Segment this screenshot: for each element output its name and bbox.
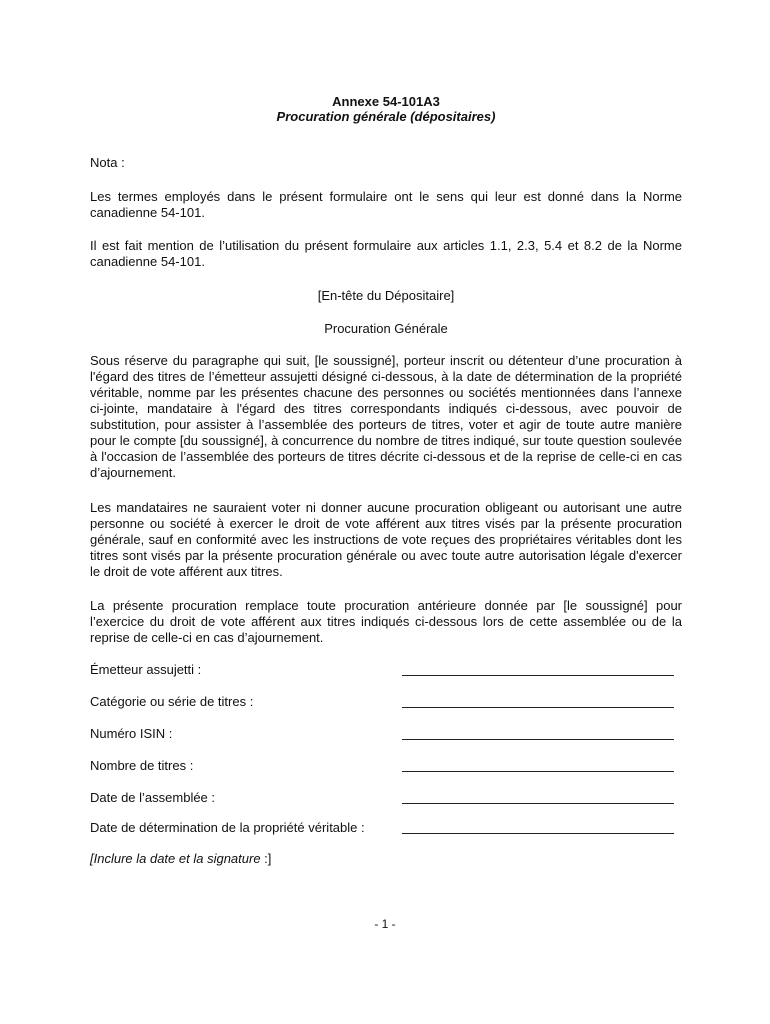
nota-label: Nota : bbox=[90, 155, 125, 170]
field-class-series bbox=[90, 694, 682, 710]
page-number: - 1 - bbox=[374, 917, 396, 931]
form-title: Procuration Générale bbox=[324, 321, 448, 336]
body-paragraph-appointment: Sous réserve du paragraphe qui suit, [le soussigné], porteur inscrit ou détenteur d’une procuration à l'égard des titres de l’émetteur assujetti désigné ci-dessous, à la date de détermination de la propriété véritable, nomme par les présentes chacune des personnes ou sociétés mentionnées dans l’annexe ci-jointe, mandataire à l'égard des titres correspondants indiqués ci-dessous, avec pouvoir de substitution, pour assister à l’assemblée des porteurs de titres, voter et agir de toute autre manière pour le compte [du soussigné], à concurrence du nombre de titres indiqué, sur toute question soulevée à l'occasion de l’assemblée des porteurs de titres décrite ci-dessous et de la reprise de celle-ci en cas d’ajournement. bbox=[90, 353, 682, 480]
field-blank-line bbox=[402, 675, 674, 676]
signature-instruction-italic: [Inclure la date et la signature bbox=[90, 851, 261, 866]
field-reporting-issuer bbox=[90, 662, 682, 678]
depositary-letterhead: [En-tête du Dépositaire] bbox=[317, 288, 455, 303]
field-blank-line bbox=[402, 739, 674, 740]
field-label: Date de détermination de la propriété véritable : bbox=[90, 820, 365, 835]
field-meeting-date bbox=[90, 790, 682, 806]
field-blank-line bbox=[402, 771, 674, 772]
body-paragraph-restrictions: Les mandataires ne sauraient voter ni donner aucune procuration obligeant ou autorisant une autre personne ou société à exercer le droit de vote afférent aux titres visés par la présente procuration générale, sauf en conformité avec les instructions de vote reçues des propriétaires véritables dont les titres sont visés par la présente procuration générale ou avec toute autre autorisation légale d'exercer le droit de vote afférent aux titres. bbox=[90, 500, 682, 579]
annex-title: Annexe 54-101A3 bbox=[332, 94, 440, 109]
field-blank-line bbox=[402, 803, 674, 804]
field-label: Nombre de titres : bbox=[90, 758, 194, 773]
field-label: Date de l’assemblée : bbox=[90, 790, 216, 805]
nota-paragraph-usage: Il est fait mention de l’utilisation du présent formulaire aux articles 1.1, 2.3, 5.4 et 8.2 de la Norme canadienne 54-101. bbox=[90, 238, 682, 269]
annex-subtitle: Procuration générale (dépositaires) bbox=[276, 109, 496, 124]
field-label: Numéro ISIN : bbox=[90, 726, 173, 741]
field-blank-line bbox=[402, 707, 674, 708]
field-label: Catégorie ou série de titres : bbox=[90, 694, 254, 709]
field-blank-line bbox=[402, 833, 674, 834]
field-label: Émetteur assujetti : bbox=[90, 662, 202, 677]
signature-instruction bbox=[90, 851, 271, 867]
signature-instruction-suffix: :] bbox=[260, 851, 272, 866]
field-record-date bbox=[90, 820, 682, 836]
nota-paragraph-terms: Les termes employés dans le présent formulaire ont le sens qui leur est donné dans la Norme canadienne 54-101. bbox=[90, 189, 682, 220]
field-isin bbox=[90, 726, 682, 742]
body-paragraph-revocation: La présente procuration remplace toute procuration antérieure donnée par [le soussigné] pour l’exercice du droit de vote afférent aux titres indiqués ci-dessous lors de cette assemblée ou de la reprise de celle-ci en cas d’ajournement. bbox=[90, 598, 682, 645]
field-number-of-securities bbox=[90, 758, 682, 774]
